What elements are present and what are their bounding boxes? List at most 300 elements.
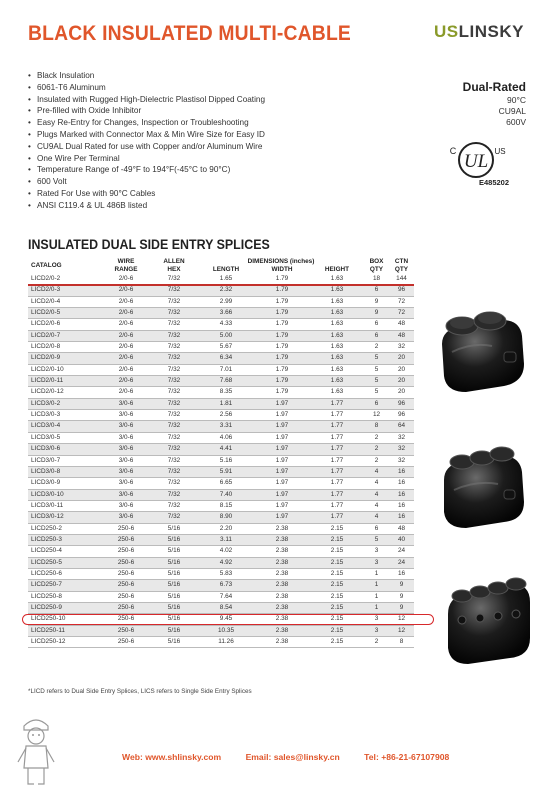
cell-wire-range: 3/0-6 xyxy=(102,500,150,511)
cell-ctn-qty: 96 xyxy=(389,410,414,421)
cell-height: 1.77 xyxy=(310,421,364,432)
cell-allen-hex: 7/32 xyxy=(150,353,198,364)
cell-width: 1.79 xyxy=(254,330,310,341)
cell-width: 1.79 xyxy=(254,364,310,375)
cell-width: 2.38 xyxy=(254,625,310,636)
cell-length: 11.26 xyxy=(198,637,254,648)
cell-width: 2.38 xyxy=(254,534,310,545)
cell-width: 2.38 xyxy=(254,568,310,579)
cell-wire-range: 3/0-6 xyxy=(102,421,150,432)
cell-allen-hex: 7/32 xyxy=(150,478,198,489)
cell-width: 2.38 xyxy=(254,580,310,591)
cell-height: 2.15 xyxy=(310,557,364,568)
splice-4-port-image xyxy=(442,572,534,668)
cell-catalog: LICD250-11 xyxy=(28,625,102,636)
footer-tel: Tel: +86-21-67107908 xyxy=(364,752,450,762)
cell-box-qty: 9 xyxy=(364,308,389,319)
cell-length: 9.45 xyxy=(198,614,254,625)
cell-allen-hex: 7/32 xyxy=(150,376,198,387)
table-row xyxy=(28,602,414,613)
table-row xyxy=(28,455,414,466)
col-allen: ALLEN xyxy=(163,258,185,265)
cell-box-qty: 6 xyxy=(364,398,389,409)
cell-allen-hex: 7/32 xyxy=(150,330,198,341)
spec-table xyxy=(28,258,414,648)
table-row xyxy=(28,568,414,579)
cell-height: 1.77 xyxy=(310,444,364,455)
page-title: BLACK INSULATED MULTI-CABLE xyxy=(28,22,352,45)
splice-2-port-image xyxy=(432,302,530,397)
cell-length: 5.83 xyxy=(198,568,254,579)
col-width: WIDTH xyxy=(271,266,293,273)
cell-width: 1.97 xyxy=(254,410,310,421)
cell-box-qty: 6 xyxy=(364,523,389,534)
col-ctn: CTN xyxy=(394,258,409,265)
cell-ctn-qty: 9 xyxy=(389,602,414,613)
cell-width: 1.97 xyxy=(254,432,310,443)
cell-box-qty: 4 xyxy=(364,478,389,489)
table-row xyxy=(28,466,414,477)
cell-height: 2.15 xyxy=(310,523,364,534)
cell-wire-range: 3/0-6 xyxy=(102,398,150,409)
cell-allen-hex: 5/16 xyxy=(150,602,198,613)
feature-item: • Plugs Marked with Connector Max & Min Wire Size for Easy ID xyxy=(28,129,265,141)
cell-length: 7.68 xyxy=(198,376,254,387)
brand-logo xyxy=(434,22,524,42)
cell-wire-range: 2/0-6 xyxy=(102,387,150,398)
table-row xyxy=(28,410,414,421)
table-row xyxy=(28,478,414,489)
cell-height: 1.77 xyxy=(310,398,364,409)
rating-block xyxy=(463,82,526,128)
cell-wire-range: 2/0-6 xyxy=(102,342,150,353)
cell-width: 1.97 xyxy=(254,421,310,432)
table-row xyxy=(28,296,414,307)
table-row xyxy=(28,444,414,455)
cell-width: 1.97 xyxy=(254,455,310,466)
cell-ctn-qty: 12 xyxy=(389,625,414,636)
table-row xyxy=(28,546,414,557)
cell-wire-range: 3/0-6 xyxy=(102,478,150,489)
table-row xyxy=(28,342,414,353)
cell-height: 1.63 xyxy=(310,274,364,285)
cell-catalog: LICD250-9 xyxy=(28,602,102,613)
cell-catalog: LICD2/0-3 xyxy=(28,285,102,296)
cell-catalog: LICD3/0-9 xyxy=(28,478,102,489)
cell-allen-hex: 7/32 xyxy=(150,342,198,353)
cell-height: 2.15 xyxy=(310,591,364,602)
ul-us-mark: US xyxy=(494,147,506,156)
table-row xyxy=(28,398,414,409)
cell-height: 1.63 xyxy=(310,330,364,341)
cell-catalog: LICD250-5 xyxy=(28,557,102,568)
cell-box-qty: 3 xyxy=(364,625,389,636)
table-row xyxy=(28,637,414,648)
cell-allen-hex: 5/16 xyxy=(150,580,198,591)
cell-length: 8.35 xyxy=(198,387,254,398)
rating-line: CU9AL xyxy=(498,106,526,116)
cell-height: 2.15 xyxy=(310,568,364,579)
cell-catalog: LICD250-6 xyxy=(28,568,102,579)
cell-ctn-qty: 20 xyxy=(389,364,414,375)
table-row xyxy=(28,489,414,500)
cell-allen-hex: 7/32 xyxy=(150,489,198,500)
cell-length: 2.56 xyxy=(198,410,254,421)
cell-height: 2.15 xyxy=(310,637,364,648)
cell-width: 1.97 xyxy=(254,466,310,477)
ul-file-number: E485202 xyxy=(478,178,509,187)
cell-wire-range: 2/0-6 xyxy=(102,308,150,319)
feature-item: • ANSI C119.4 & UL 486B listed xyxy=(28,200,265,212)
cell-length: 4.33 xyxy=(198,319,254,330)
cell-box-qty: 6 xyxy=(364,319,389,330)
cell-allen-hex: 7/32 xyxy=(150,500,198,511)
cell-width: 1.79 xyxy=(254,376,310,387)
col-length: LENGTH xyxy=(212,266,240,273)
col-box: BOX xyxy=(369,258,384,265)
cell-catalog: LICD2/0-7 xyxy=(28,330,102,341)
cell-height: 2.15 xyxy=(310,546,364,557)
cell-box-qty: 2 xyxy=(364,637,389,648)
cell-box-qty: 6 xyxy=(364,330,389,341)
cell-ctn-qty: 8 xyxy=(389,637,414,648)
cell-catalog: LICD2/0-9 xyxy=(28,353,102,364)
cell-allen-hex: 7/32 xyxy=(150,387,198,398)
table-row xyxy=(28,557,414,568)
cell-width: 2.38 xyxy=(254,546,310,557)
cell-ctn-qty: 32 xyxy=(389,342,414,353)
cell-height: 1.63 xyxy=(310,342,364,353)
cell-catalog: LICD3/0-8 xyxy=(28,466,102,477)
cell-ctn-qty: 144 xyxy=(389,274,414,285)
cell-height: 1.77 xyxy=(310,455,364,466)
table-header-rule xyxy=(28,284,414,286)
cell-box-qty: 8 xyxy=(364,421,389,432)
cell-catalog: LICD250-2 xyxy=(28,523,102,534)
col-dimensions: DIMENSIONS (inches) xyxy=(247,258,315,265)
svg-text:UL: UL xyxy=(463,151,489,172)
cell-allen-hex: 5/16 xyxy=(150,546,198,557)
cell-box-qty: 5 xyxy=(364,387,389,398)
cell-width: 2.38 xyxy=(254,557,310,568)
cell-wire-range: 2/0-6 xyxy=(102,274,150,285)
cell-ctn-qty: 32 xyxy=(389,432,414,443)
cell-wire-range: 2/0-6 xyxy=(102,376,150,387)
cell-ctn-qty: 20 xyxy=(389,387,414,398)
col-height: HEIGHT xyxy=(324,266,350,273)
cell-height: 1.63 xyxy=(310,387,364,398)
table-row xyxy=(28,580,414,591)
cell-box-qty: 2 xyxy=(364,342,389,353)
cell-wire-range: 250-6 xyxy=(102,637,150,648)
cell-width: 1.79 xyxy=(254,296,310,307)
cell-height: 1.77 xyxy=(310,478,364,489)
rating-title: Dual-Rated xyxy=(462,80,526,94)
table-row xyxy=(28,387,414,398)
cell-ctn-qty: 20 xyxy=(389,353,414,364)
cell-box-qty: 4 xyxy=(364,489,389,500)
cell-allen-hex: 7/32 xyxy=(150,410,198,421)
cell-catalog: LICD3/0-11 xyxy=(28,500,102,511)
cell-catalog: LICD2/0-12 xyxy=(28,387,102,398)
table-row xyxy=(28,500,414,511)
cell-width: 1.79 xyxy=(254,353,310,364)
cell-ctn-qty: 32 xyxy=(389,455,414,466)
cell-box-qty: 3 xyxy=(364,557,389,568)
cell-length: 7.64 xyxy=(198,591,254,602)
cell-wire-range: 2/0-6 xyxy=(102,296,150,307)
mascot-illustration xyxy=(12,712,60,790)
cell-height: 1.77 xyxy=(310,432,364,443)
feature-item: • Black Insulation xyxy=(28,70,265,82)
cell-box-qty: 4 xyxy=(364,466,389,477)
cell-ctn-qty: 24 xyxy=(389,557,414,568)
table-row xyxy=(28,625,414,636)
cell-height: 2.15 xyxy=(310,614,364,625)
cell-width: 1.79 xyxy=(254,285,310,296)
cell-wire-range: 250-6 xyxy=(102,614,150,625)
cell-length: 8.90 xyxy=(198,512,254,523)
cell-ctn-qty: 16 xyxy=(389,568,414,579)
cell-wire-range: 2/0-6 xyxy=(102,364,150,375)
cell-wire-range: 250-6 xyxy=(102,602,150,613)
cell-length: 6.34 xyxy=(198,353,254,364)
footnote: *LICD refers to Dual Side Entry Splices, LICS refers to Single Side Entry Splices xyxy=(28,688,252,695)
cell-catalog: LICD250-8 xyxy=(28,591,102,602)
cell-ctn-qty: 12 xyxy=(389,614,414,625)
cell-height: 2.15 xyxy=(310,625,364,636)
cell-catalog: LICD2/0-5 xyxy=(28,308,102,319)
cell-length: 6.65 xyxy=(198,478,254,489)
cell-width: 2.38 xyxy=(254,614,310,625)
rating-line: 600V xyxy=(506,117,526,127)
feature-item: • 6061-T6 Aluminum xyxy=(28,82,265,94)
cell-height: 1.77 xyxy=(310,466,364,477)
cell-catalog: LICD250-10 xyxy=(28,614,102,625)
cell-catalog: LICD3/0-2 xyxy=(28,398,102,409)
cell-allen-hex: 5/16 xyxy=(150,523,198,534)
feature-item: • Pre-filled with Oxide Inhibitor xyxy=(28,105,265,117)
cell-allen-hex: 5/16 xyxy=(150,637,198,648)
cell-allen-hex: 5/16 xyxy=(150,557,198,568)
cell-width: 1.97 xyxy=(254,398,310,409)
cell-ctn-qty: 9 xyxy=(389,591,414,602)
cell-wire-range: 250-6 xyxy=(102,625,150,636)
table-row xyxy=(28,523,414,534)
cell-width: 1.79 xyxy=(254,319,310,330)
cell-box-qty: 4 xyxy=(364,500,389,511)
cell-wire-range: 3/0-6 xyxy=(102,444,150,455)
cell-width: 1.97 xyxy=(254,478,310,489)
cell-box-qty: 5 xyxy=(364,534,389,545)
table-row xyxy=(28,319,414,330)
cell-ctn-qty: 16 xyxy=(389,466,414,477)
cell-wire-range: 3/0-6 xyxy=(102,466,150,477)
feature-item: • Easy Re-Entry for Changes, Inspection or Troubleshooting xyxy=(28,117,265,129)
cell-box-qty: 3 xyxy=(364,546,389,557)
cell-height: 1.63 xyxy=(310,364,364,375)
cell-length: 6.73 xyxy=(198,580,254,591)
cell-catalog: LICD250-7 xyxy=(28,580,102,591)
cell-width: 2.38 xyxy=(254,602,310,613)
cell-width: 1.79 xyxy=(254,387,310,398)
cell-length: 10.35 xyxy=(198,625,254,636)
cell-box-qty: 2 xyxy=(364,432,389,443)
cell-height: 1.63 xyxy=(310,319,364,330)
feature-item: • 600 Volt xyxy=(28,176,265,188)
cell-wire-range: 2/0-6 xyxy=(102,319,150,330)
col-ctn-qty: QTY xyxy=(394,266,409,273)
table-row xyxy=(28,512,414,523)
cell-allen-hex: 7/32 xyxy=(150,308,198,319)
cell-wire-range: 2/0-6 xyxy=(102,285,150,296)
cell-length: 8.15 xyxy=(198,500,254,511)
cell-allen-hex: 7/32 xyxy=(150,398,198,409)
col-wire: WIRE xyxy=(117,258,135,265)
cell-allen-hex: 7/32 xyxy=(150,319,198,330)
cell-ctn-qty: 48 xyxy=(389,523,414,534)
cell-catalog: LICD3/0-12 xyxy=(28,512,102,523)
table-row xyxy=(28,353,414,364)
cell-catalog: LICD3/0-6 xyxy=(28,444,102,455)
cell-length: 4.06 xyxy=(198,432,254,443)
cell-width: 2.38 xyxy=(254,591,310,602)
cell-catalog: LICD3/0-7 xyxy=(28,455,102,466)
cell-catalog: LICD2/0-10 xyxy=(28,364,102,375)
cell-ctn-qty: 9 xyxy=(389,580,414,591)
cell-wire-range: 250-6 xyxy=(102,580,150,591)
cell-ctn-qty: 48 xyxy=(389,319,414,330)
cell-length: 7.01 xyxy=(198,364,254,375)
cell-catalog: LICD250-4 xyxy=(28,546,102,557)
feature-item: • One Wire Per Terminal xyxy=(28,153,265,165)
cell-length: 5.16 xyxy=(198,455,254,466)
cell-height: 2.15 xyxy=(310,534,364,545)
cell-catalog: LICD2/0-2 xyxy=(28,274,102,285)
cell-length: 2.20 xyxy=(198,523,254,534)
cell-height: 1.77 xyxy=(310,489,364,500)
cell-length: 3.11 xyxy=(198,534,254,545)
cell-length: 2.99 xyxy=(198,296,254,307)
cell-allen-hex: 5/16 xyxy=(150,591,198,602)
col-catalog: CATALOG xyxy=(31,262,62,269)
footer-web: Web: www.shlinsky.com xyxy=(122,752,222,762)
cell-length: 1.81 xyxy=(198,398,254,409)
cell-wire-range: 250-6 xyxy=(102,534,150,545)
cell-length: 5.00 xyxy=(198,330,254,341)
logo-us: US xyxy=(434,22,459,41)
cell-height: 1.63 xyxy=(310,353,364,364)
cell-ctn-qty: 20 xyxy=(389,376,414,387)
cell-length: 3.66 xyxy=(198,308,254,319)
cell-box-qty: 18 xyxy=(364,274,389,285)
cell-allen-hex: 5/16 xyxy=(150,568,198,579)
cell-length: 8.54 xyxy=(198,602,254,613)
cell-box-qty: 9 xyxy=(364,296,389,307)
cell-box-qty: 5 xyxy=(364,376,389,387)
cell-catalog: LICD3/0-4 xyxy=(28,421,102,432)
logo-rest: LINSKY xyxy=(458,22,524,41)
cell-catalog: LICD250-12 xyxy=(28,637,102,648)
cell-box-qty: 5 xyxy=(364,364,389,375)
cell-length: 4.92 xyxy=(198,557,254,568)
feature-list xyxy=(28,70,265,212)
table-row xyxy=(28,330,414,341)
contact-footer xyxy=(122,752,471,762)
cell-ctn-qty: 40 xyxy=(389,534,414,545)
cell-box-qty: 3 xyxy=(364,614,389,625)
rating-line: 90°C xyxy=(507,95,526,105)
cell-wire-range: 3/0-6 xyxy=(102,512,150,523)
cell-height: 1.63 xyxy=(310,285,364,296)
feature-item: • Rated For Use with 90°C Cables xyxy=(28,188,265,200)
cell-box-qty: 5 xyxy=(364,353,389,364)
cell-catalog: LICD2/0-4 xyxy=(28,296,102,307)
table-row xyxy=(28,376,414,387)
cell-allen-hex: 5/16 xyxy=(150,625,198,636)
cell-allen-hex: 7/32 xyxy=(150,444,198,455)
cell-wire-range: 2/0-6 xyxy=(102,353,150,364)
feature-item: • Temperature Range of -49°F to 194°F(-45°C to 90°C) xyxy=(28,164,265,176)
cell-allen-hex: 7/32 xyxy=(150,274,198,285)
cell-allen-hex: 7/32 xyxy=(150,421,198,432)
cell-height: 1.77 xyxy=(310,512,364,523)
cell-allen-hex: 7/32 xyxy=(150,364,198,375)
cell-catalog: LICD2/0-6 xyxy=(28,319,102,330)
cell-height: 1.63 xyxy=(310,376,364,387)
cell-catalog: LICD250-3 xyxy=(28,534,102,545)
cell-allen-hex: 5/16 xyxy=(150,614,198,625)
cell-allen-hex: 7/32 xyxy=(150,296,198,307)
cell-height: 1.77 xyxy=(310,410,364,421)
cell-catalog: LICD2/0-11 xyxy=(28,376,102,387)
cell-catalog: LICD3/0-10 xyxy=(28,489,102,500)
cell-width: 2.38 xyxy=(254,523,310,534)
cell-box-qty: 12 xyxy=(364,410,389,421)
cell-height: 2.15 xyxy=(310,602,364,613)
col-wire-range: RANGE xyxy=(114,266,138,273)
cell-length: 4.41 xyxy=(198,444,254,455)
cell-width: 2.38 xyxy=(254,637,310,648)
col-allen-hex: HEX xyxy=(167,266,181,273)
cell-wire-range: 250-6 xyxy=(102,591,150,602)
cell-ctn-qty: 16 xyxy=(389,478,414,489)
cell-length: 2.32 xyxy=(198,285,254,296)
cell-width: 1.97 xyxy=(254,500,310,511)
cell-allen-hex: 7/32 xyxy=(150,512,198,523)
cell-box-qty: 4 xyxy=(364,512,389,523)
cell-catalog: LICD2/0-8 xyxy=(28,342,102,353)
cell-ctn-qty: 96 xyxy=(389,398,414,409)
col-box-qty: QTY xyxy=(369,266,384,273)
cell-width: 1.97 xyxy=(254,489,310,500)
cell-wire-range: 250-6 xyxy=(102,546,150,557)
cell-ctn-qty: 16 xyxy=(389,500,414,511)
table-row xyxy=(28,534,414,545)
cell-wire-range: 3/0-6 xyxy=(102,432,150,443)
table-row xyxy=(28,591,414,602)
cell-box-qty: 1 xyxy=(364,580,389,591)
cell-allen-hex: 5/16 xyxy=(150,534,198,545)
cell-ctn-qty: 72 xyxy=(389,308,414,319)
cell-height: 1.63 xyxy=(310,296,364,307)
cell-ctn-qty: 96 xyxy=(389,285,414,296)
cell-box-qty: 1 xyxy=(364,568,389,579)
cell-catalog: LICD3/0-5 xyxy=(28,432,102,443)
table-row xyxy=(28,364,414,375)
cell-width: 1.97 xyxy=(254,512,310,523)
cell-catalog: LICD3/0-3 xyxy=(28,410,102,421)
